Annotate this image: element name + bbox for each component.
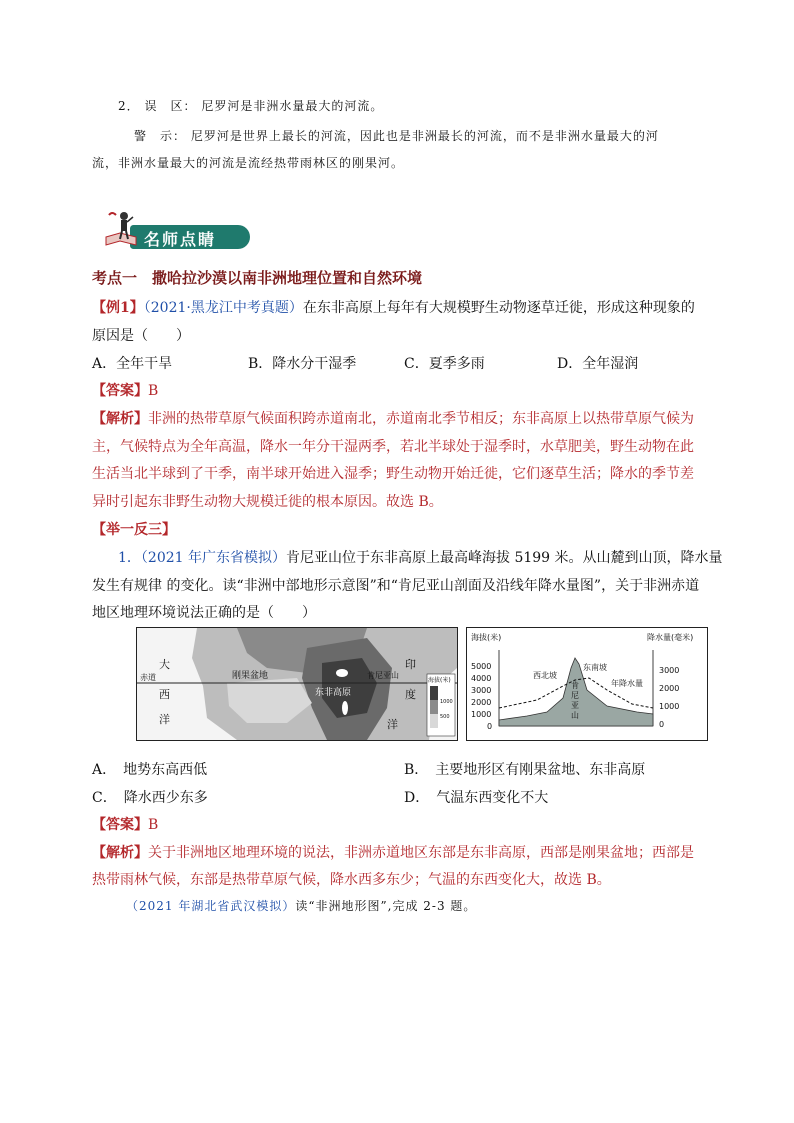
map-label-atlantic-2: 西 [159, 688, 170, 701]
practice-answer-value: B [148, 817, 159, 833]
map-label-east-african-plateau: 东非高原 [315, 688, 352, 698]
example1-source: （2021·黑龙江中考真题） [143, 300, 303, 316]
answer-label: 【答案】 [92, 383, 148, 399]
profile-right-axis-label: 降水量(毫米) [647, 633, 694, 642]
practice-q1-text-2: 发生有规律 的变化。读“非洲中部地形示意图”和“肯尼亚山剖面及沿线年降水量图”，关于非洲赤道 [92, 578, 700, 594]
example1-line-1 [92, 297, 712, 317]
item-number: 2． [118, 99, 140, 113]
example1-answer [92, 380, 712, 400]
warning-line-1 [134, 127, 754, 144]
misconception-label: 误 区： [144, 99, 197, 113]
banner-label: 名师点睛 [144, 230, 217, 249]
practice-analysis-1 [92, 842, 712, 862]
example1-analysis-1 [92, 408, 712, 428]
africa-central-terrain-map [136, 627, 458, 741]
map-label-kenya-mountain: 肯尼亚山 [367, 671, 399, 680]
answer-value: B [148, 383, 159, 399]
example1-analysis-3: 生活当北半球到了干季，南半球开始进入湿季；野生动物开始迁徙，它们逐草生活；降水的季节差 [92, 466, 694, 482]
warning-text-1: 尼罗河是世界上最长的河流，因此也是非洲最长的河流，而不是非洲水量最大的河 [190, 129, 659, 143]
map-label-indian-2: 度 [405, 688, 416, 701]
right-tick-3000: 3000 [659, 666, 680, 675]
example1-analysis-4: 异时引起东非野生动物大规模迁徙的根本原因。故选 B。 [92, 494, 443, 510]
example1-question-2: 原因是（ ） [92, 328, 190, 344]
profile-svg [467, 628, 707, 740]
mountain-char-3: 亚 [571, 701, 579, 710]
example1-option-a: A．全年干旱 [92, 356, 173, 372]
right-tick-0: 0 [659, 720, 665, 729]
mountain-char-1: 肯 [571, 681, 579, 690]
right-tick-1000: 1000 [659, 702, 680, 711]
right-tick-2000: 2000 [659, 684, 680, 693]
map-label-atlantic-1: 大 [159, 658, 170, 671]
warning-label: 警 示： [134, 129, 187, 143]
left-tick-1000: 1000 [471, 710, 492, 719]
example1-analysis-2: 主，气候特点为全年高温，降水一年分干湿两季，若北半球处于湿季时，水草肥美，野生动物在此 [92, 439, 694, 455]
analysis-text-1: 非洲的热带草原气候面积跨赤道南北，赤道南北季节相反；东非高原上以热带草原气候为 [148, 411, 694, 427]
practice-option-a: A． 地势东高西低 [92, 762, 208, 778]
practice-answer-label: 【答案】 [92, 817, 148, 833]
precip-label: 年降水量 [611, 679, 643, 688]
next-question-intro [126, 897, 746, 914]
example1-option-d: D．全年湿润 [557, 356, 639, 372]
next-text: 读“非洲地形图”,完成 2-3 题。 [295, 899, 477, 913]
left-tick-2000: 2000 [471, 698, 492, 707]
warning-line-2 [92, 154, 712, 171]
map-label-congo-basin: 刚果盆地 [232, 671, 269, 681]
practice-analysis-2: 热带雨林气候，东部是热带草原气候，降水西多东少；气温的东西变化大，故选 B。 [92, 872, 611, 888]
practice-q1-text-1: 肯尼亚山位于东非高原上最高峰海拔 5199 米。从山麓到山顶，降水量 [286, 550, 723, 566]
profile-left-ticks [471, 662, 492, 731]
legend-title: 海拔(米) [428, 677, 451, 684]
mountain-char-2: 尼 [571, 691, 579, 700]
west-slope-label: 西北坡 [533, 671, 557, 680]
terrain-map-svg [137, 628, 457, 740]
left-tick-3000: 3000 [471, 686, 492, 695]
example1-question-1: 在东非高原上每年有大规模野生动物逐草迁徙，形成这种现象的 [302, 300, 695, 316]
example1-option-c: C．夏季多雨 [404, 356, 485, 372]
map-label-indian-3: 洋 [387, 718, 398, 731]
example1-tag: 【例1】 [92, 300, 144, 316]
practice-analysis-label: 【解析】 [92, 845, 148, 861]
section-title: 考点一 撒哈拉沙漠以南非洲地理位置和自然环境 [92, 269, 423, 287]
practice-answer [92, 814, 712, 834]
example1-option-b: B．降水分干湿季 [248, 356, 357, 372]
east-slope-label: 东南坡 [583, 663, 607, 672]
profile-left-axis-label: 海拔(米) [471, 633, 502, 642]
legend-value-1000: 1000 [440, 699, 453, 705]
practice-option-b: B． 主要地形区有刚果盆地、东非高原 [404, 762, 646, 778]
teacher-tips-banner [100, 205, 250, 251]
map-label-equator: 赤道 [140, 673, 156, 682]
practice-option-d: D． 气温东西变化不大 [404, 790, 549, 806]
warning-text-2: 流，非洲水量最大的河流是流经热带雨林区的刚果河。 [92, 156, 405, 170]
map-label-atlantic-3: 洋 [159, 713, 170, 726]
analysis-label: 【解析】 [92, 411, 148, 427]
misconception-text: 尼罗河是非洲水量最大的河流。 [201, 99, 384, 113]
practice-tag: 【举一反三】 [92, 522, 176, 538]
banner-pill [130, 225, 250, 249]
teacher-book-icon [104, 209, 138, 249]
map-label-indian-1: 印 [405, 658, 416, 671]
left-tick-4000: 4000 [471, 674, 492, 683]
practice-analysis-text-1: 关于非洲地区地理环境的说法，非洲赤道地区东部是东非高原，西部是刚果盆地；西部是 [148, 845, 694, 861]
mountain-char-4: 山 [571, 711, 579, 720]
practice-q1-text-3: 地区地理环境说法正确的是（ ） [92, 605, 316, 621]
practice-q1-source: 1．（2021 年广东省模拟） [118, 550, 286, 566]
left-tick-5000: 5000 [471, 662, 492, 671]
next-source: （2021 年湖北省武汉模拟） [126, 899, 296, 913]
top-item-line-1 [118, 97, 738, 114]
legend-value-500: 500 [440, 714, 450, 720]
kenya-mountain-profile-chart [466, 627, 708, 741]
left-tick-0: 0 [487, 722, 493, 731]
practice-q1-line-1 [118, 547, 738, 567]
practice-option-c: C． 降水西少东多 [92, 790, 208, 806]
profile-right-ticks [659, 666, 679, 729]
